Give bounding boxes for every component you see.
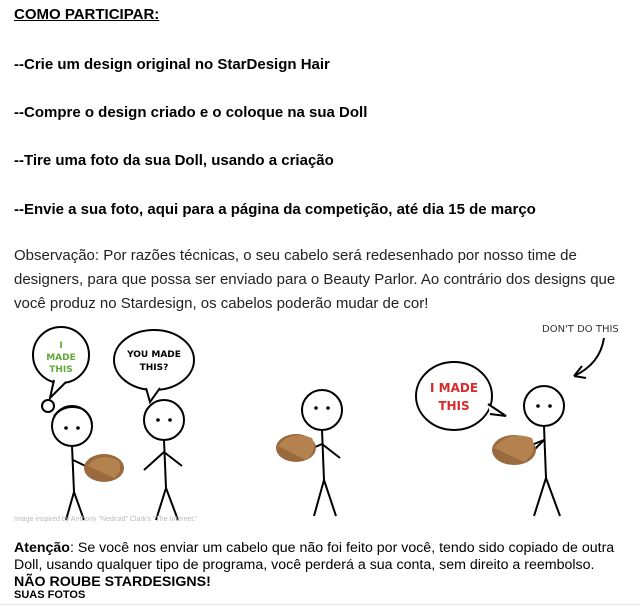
- bubble-3-line-2: THIS: [438, 399, 470, 413]
- panel-1: [33, 327, 124, 520]
- panel-2: [114, 330, 194, 520]
- step-2: --Compre o design criado e o coloque na sua Doll: [14, 104, 368, 121]
- page-heading: COMO PARTICIPAR:: [14, 6, 160, 23]
- warning-text: : Se você nos enviar um cabelo que não foi feito por você, tendo sido copiado de outra Doll, usando qualquer tipo de programa, você perderá a sua conta, sem direito a reembolso.: [14, 540, 615, 573]
- bubble-1-line-2: MADE: [46, 353, 76, 363]
- warning-emphasis: NÃO ROUBE STARDESIGNS!: [14, 574, 211, 590]
- warning-paragraph: [14, 540, 626, 591]
- divider: [0, 604, 640, 605]
- step-4: --Envie a sua foto, aqui para a página da competição, até dia 15 de março: [14, 201, 536, 218]
- bubble-2-line-2: THIS?: [139, 363, 169, 373]
- comic-illustration: [14, 320, 640, 532]
- dont-do-this-label: DON'T DO THIS: [542, 324, 619, 335]
- panel-4: [416, 324, 619, 516]
- step-3: --Tire uma foto da sua Doll, usando a criação: [14, 152, 334, 169]
- warning-label: Atenção: [14, 540, 70, 556]
- bubble-1-line-3: THIS: [49, 365, 73, 375]
- section-title-suas-fotos: SUAS FOTOS: [14, 589, 86, 601]
- bubble-1-line-1: I: [59, 341, 63, 351]
- panel-3: [276, 390, 342, 516]
- technical-note: Observação: Por razões técnicas, o seu cabelo será redesenhado por nosso time de designers, para que possa ser enviado para o Beauty Parlor. Ao contrário dos designs que você produz no Stardesign, os cabelos poderão mudar de cor!: [14, 247, 616, 312]
- comic-credit: Image inspired by Anthony "Nedroid" Clark's "The Internet.": [14, 516, 198, 523]
- bubble-3-line-1: I MADE: [429, 381, 479, 395]
- step-1: --Crie um design original no StarDesign Hair: [14, 56, 330, 73]
- bubble-2-line-1: YOU MADE: [127, 350, 181, 360]
